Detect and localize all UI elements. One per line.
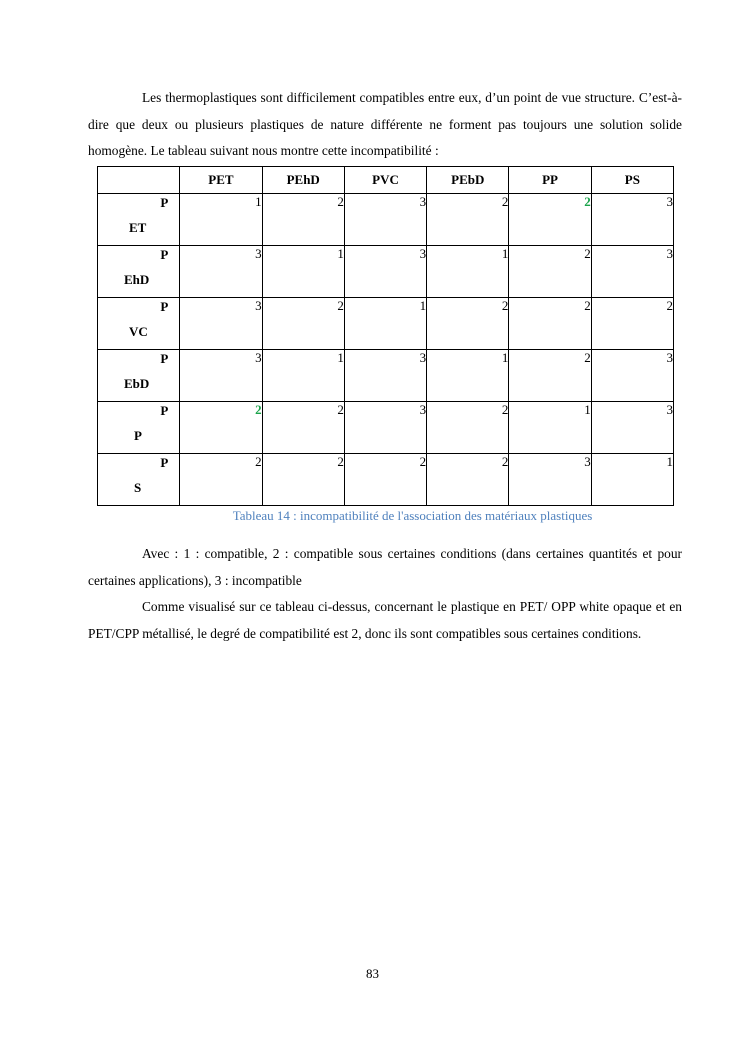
table-cell: 2 — [427, 402, 509, 454]
table-cell: 3 — [180, 298, 262, 350]
table-cell: 1 — [509, 402, 591, 454]
table-cell: 2 — [262, 298, 344, 350]
table-cell: 2 — [591, 298, 673, 350]
legend-paragraph: Avec : 1 : compatible, 2 : compatible sous certaines conditions (dans certaines quantités et pour certaines applications), 3 : incompatible — [88, 546, 682, 588]
row-header-pvc: P VC — [98, 298, 180, 350]
table-cell: 2 — [509, 350, 591, 402]
table-cell: 3 — [591, 402, 673, 454]
conclusion-paragraph: Comme visualisé sur ce tableau ci-dessus, concernant le plastique en PET/ OPP white opaque et en PET/CPP métallisé, le degré de compatibilité est 2, donc ils sont compatibles sous certaines conditions. — [88, 599, 682, 641]
column-header-pebd: PEbD — [427, 167, 509, 194]
table-row — [98, 194, 674, 246]
table-cell: 2 — [427, 194, 509, 246]
table-cell: 2 — [180, 454, 262, 506]
table-cell: 1 — [262, 350, 344, 402]
table-row — [98, 298, 674, 350]
table-cell: 1 — [344, 298, 426, 350]
table-cell: 2 — [262, 194, 344, 246]
column-header-pet: PET — [180, 167, 262, 194]
table-cell: 3 — [344, 194, 426, 246]
table-cell: 1 — [427, 246, 509, 298]
column-header-pp: PP — [509, 167, 591, 194]
table-cell: 3 — [591, 194, 673, 246]
row-header-ps: P S — [98, 454, 180, 506]
table-cell: 2 — [262, 402, 344, 454]
table-cell: 2 — [509, 246, 591, 298]
row-header-pp: P P — [98, 402, 180, 454]
table-cell: 3 — [344, 350, 426, 402]
table-cell: 3 — [509, 454, 591, 506]
column-header-pvc: PVC — [344, 167, 426, 194]
column-header-ps: PS — [591, 167, 673, 194]
table-header-row — [98, 167, 674, 194]
column-header-pehd: PEhD — [262, 167, 344, 194]
row-header-pebd: P EbD — [98, 350, 180, 402]
table-row — [98, 402, 674, 454]
table-caption: Tableau 14 : incompatibilité de l'association des matériaux plastiques — [232, 508, 593, 523]
intro-paragraph: Les thermoplastiques sont difficilement compatibles entre eux, d’un point de vue structure. C’est-à-dire que deux ou plusieurs plastiques de nature différente ne forment pas toujours une solution solide homogène. Le tableau suivant nous montre cette incompatibilité : — [88, 90, 682, 158]
table-cell: 2 — [262, 454, 344, 506]
column-header-corner — [98, 167, 180, 194]
table-cell: 3 — [344, 402, 426, 454]
table-cell: 3 — [591, 246, 673, 298]
table-cell: 1 — [427, 350, 509, 402]
page-number: 83 — [366, 966, 379, 981]
row-header-pet: P ET — [98, 194, 180, 246]
table-row — [98, 246, 674, 298]
table-cell: 3 — [591, 350, 673, 402]
table-cell: 2 — [509, 298, 591, 350]
row-header-pehd: P EhD — [98, 246, 180, 298]
table-cell: 3 — [180, 246, 262, 298]
table-cell: 1 — [180, 194, 262, 246]
table-cell: 2 — [427, 454, 509, 506]
table-cell: 3 — [344, 246, 426, 298]
table-cell: 2 — [344, 454, 426, 506]
table-cell-highlighted: 2 — [509, 194, 591, 246]
table-cell-highlighted: 2 — [180, 402, 262, 454]
table-row — [98, 350, 674, 402]
table-cell: 1 — [591, 454, 673, 506]
table-cell: 1 — [262, 246, 344, 298]
table-row — [98, 454, 674, 506]
table-cell: 3 — [180, 350, 262, 402]
table-cell: 2 — [427, 298, 509, 350]
incompatibility-table — [97, 166, 674, 506]
